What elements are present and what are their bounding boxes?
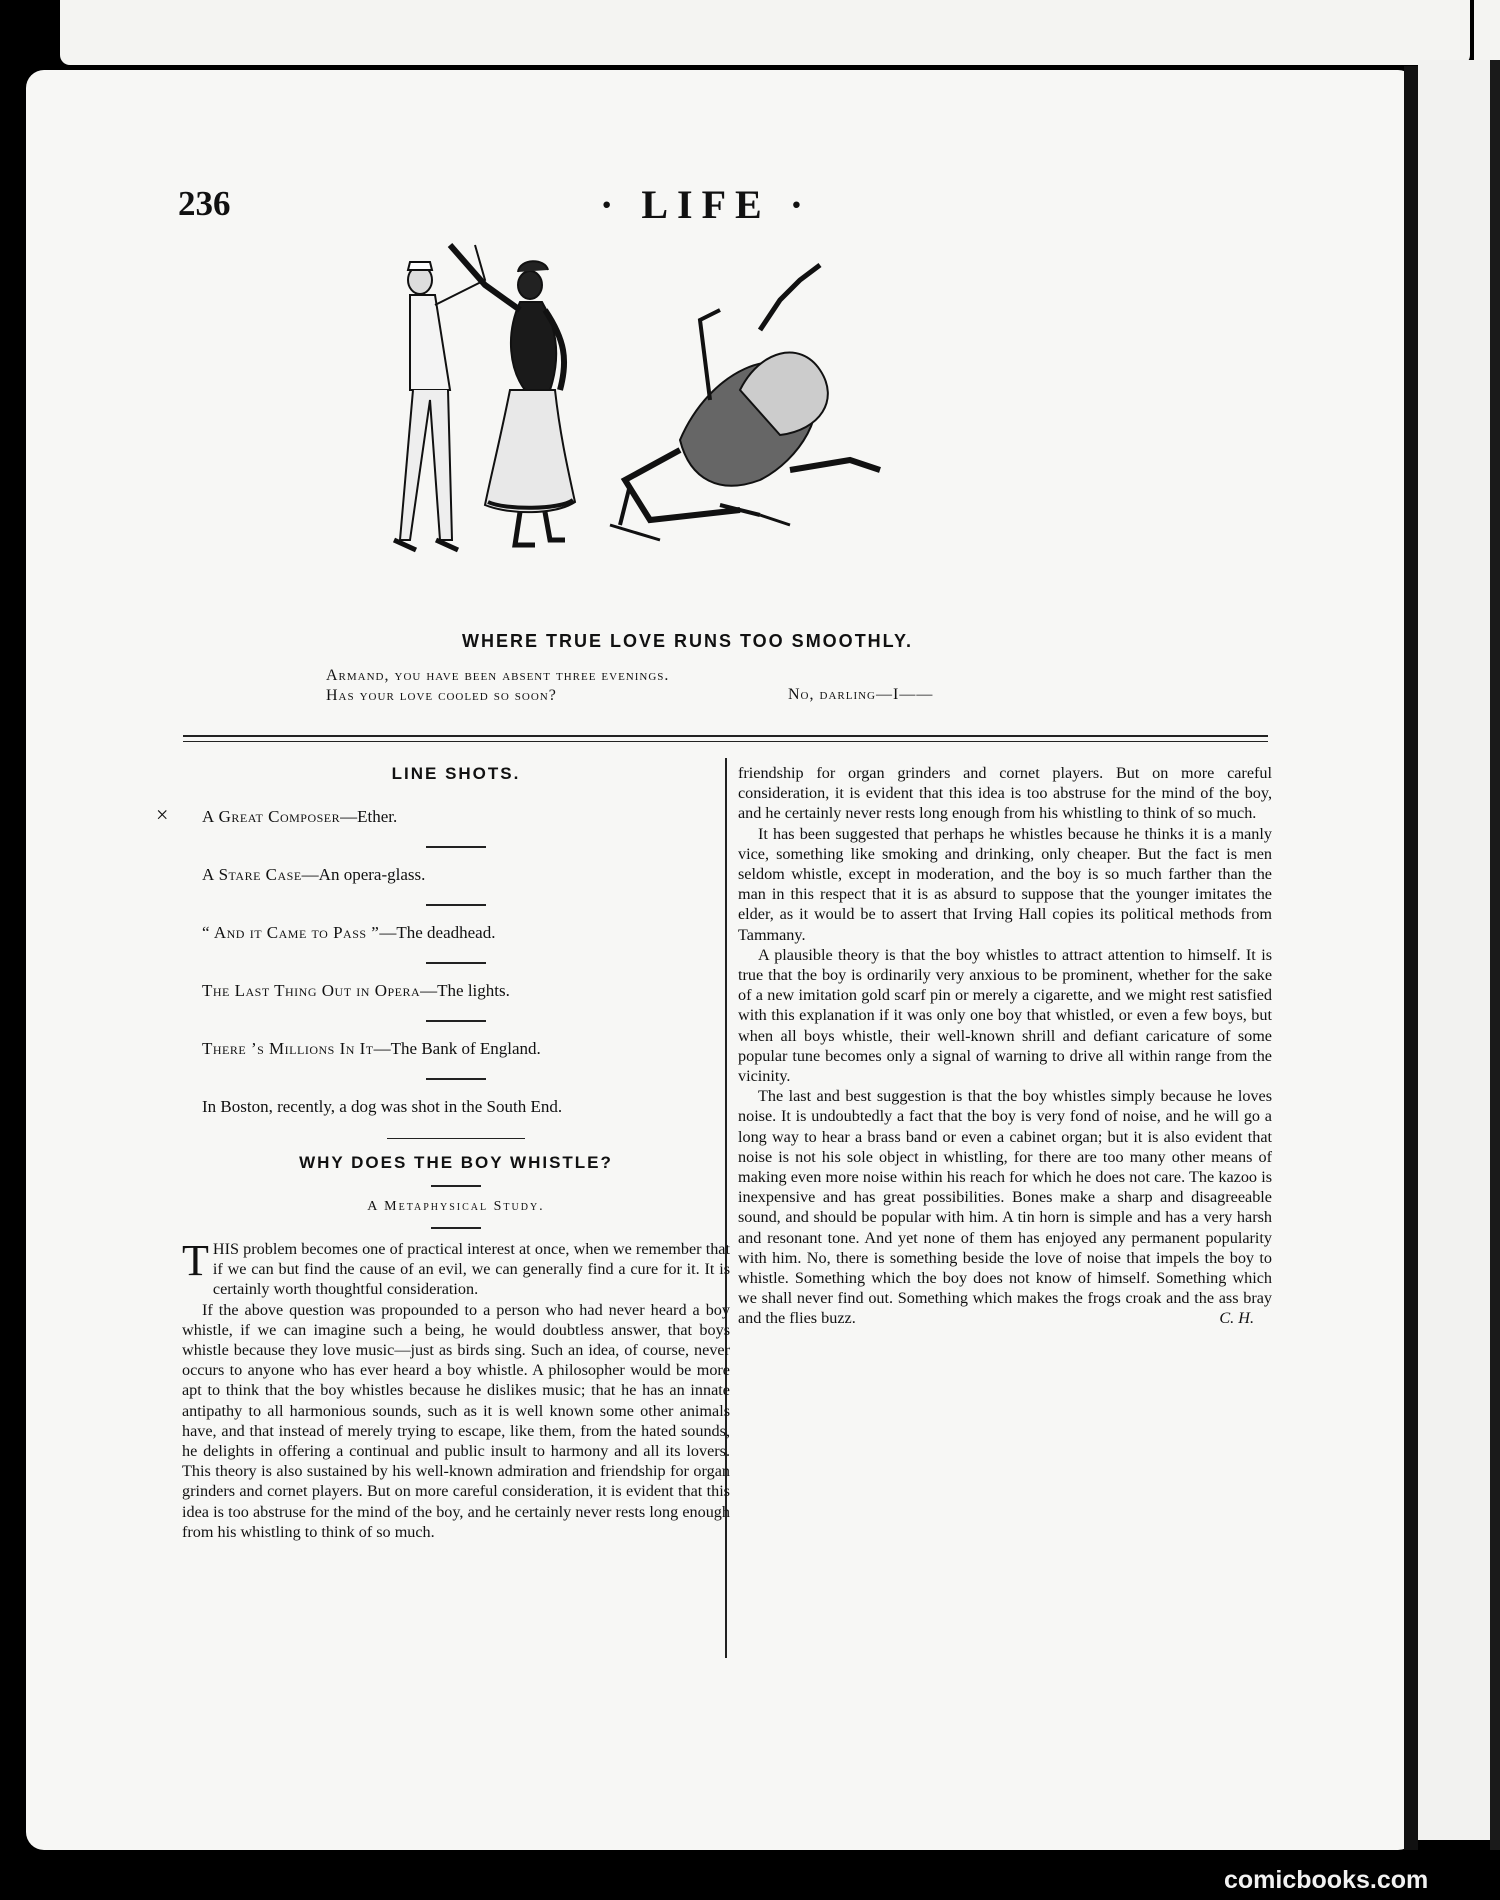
article-paragraph-2-continued: friendship for organ grinders and cornet players. But on more careful consideration, it is evident that this idea is too abstruse for the mind of the boy, and he certainly never rests long enough from his whistling to think of so much. (738, 764, 1272, 823)
divider (426, 1020, 486, 1022)
divider (431, 1227, 481, 1229)
article-subheading: A Metaphysical Study. (367, 1199, 545, 1214)
divider (426, 846, 486, 848)
left-column (156, 760, 730, 1586)
article-heading: WHY DOES THE BOY WHISTLE? (299, 1153, 613, 1172)
masthead-title: · LIFE · (600, 182, 813, 227)
line-shot-item: A Stare Case—An opera-glass. (202, 865, 426, 884)
cartoon-panel-left (394, 245, 575, 550)
article-paragraph-5: The last and best suggestion is that the boy whistles simply because he loves noise. It is undoubtedly a fact that the boy is very fond of noise, and he will go a long way to hear a brass band or even a cabinet organ; but it is also evident that noise is not his sole object in whistling, for there are too many other means of making even more noise within his reach for which he does not care. The kazoo is inexpensive and has great possibilities. Bones make a sharp and disagreeable sound, and should be popular with him. A tin horn is simple and has a very harsh and resonant tone. And yet none of them has enjoyed any permanent popularity with him. No, there is something beside the love of noise that impels the boy to whistle. Something which the boy does not know of himself. Something which we shall never find out. Something which makes the frogs croak and the ass bray and the flies buzz. C. H. (738, 1087, 1272, 1328)
article-paragraph-1: THIS problem becomes one of practical interest at once, when we remember that if we can but find the cause of an evil, we can generally find a cure for it. It is certainly worth thoughtful consideration. (182, 1236, 730, 1299)
previous-page-edge-right (1474, 0, 1500, 60)
author-signature: C. H. (1219, 1309, 1254, 1328)
line-shot-item: A Great Composer—Ether. (202, 807, 398, 826)
cartoon-caption-right: No, darling—I—— (788, 686, 934, 703)
article-paragraph-4: A plausible theory is that the boy whistles to attract attention to himself. It is true that the boy is ordinarily very anxious to be prominent, whether for the sake of a new imitation gold scarf pin or merely a cigarette, and we might rest satisfied with this explanation if it was only one boy that whistled, or even a few boys, but when all boys whistle, their well-known shrill and defiant caricature of some popular tune becomes only a signal of warning to drive all within range from the vicinity. (738, 945, 1272, 1086)
facing-page-border (1490, 60, 1500, 1850)
article-paragraph-2: If the above question was propounded to a person who had never heard a boy whistle, if we can imagine such a being, he would doubtless answer, that boys whistle because they love music—just as birds sing. Such an idea, of course, never occurs to anyone who has ever heard a boy whistle. A philosopher would be more apt to think that the boy whistles because he dislikes music; that he has an innate antipathy to all harmonious sounds, such as it is well known some other animals have, and that instead of merely trying to escape, like them, from the hated sounds, he delights in offering a continual and public insult to harmony and all its lovers. This theory is also sustained by his well-known admiration and friendship for organ grinders and cornet players. But on more careful consideration, it is evident that this idea is too abstruse for the mind of the boy, and he certainly never rests long enough from his whistling to think of so much. (182, 1300, 730, 1541)
site-watermark: comicbooks.com (1224, 1866, 1429, 1894)
divider (426, 1078, 486, 1080)
line-shot-item: The Last Thing Out in Opera—The lights. (202, 981, 510, 1000)
drop-cap: T (182, 1236, 209, 1285)
page-number: 236 (178, 184, 231, 223)
facing-page-edge (1418, 60, 1500, 1840)
right-column (738, 763, 1272, 1329)
section-divider (387, 1138, 525, 1139)
cartoon-panel-right (610, 265, 880, 540)
cartoon-illustration (380, 240, 1080, 620)
page-spine (1404, 66, 1418, 1851)
horizontal-rule-top (183, 735, 1268, 737)
line-shot-item: “ And it Came to Pass ”—The deadhead. (202, 923, 496, 942)
divider (426, 962, 486, 964)
cartoon-title: WHERE TRUE LOVE RUNS TOO SMOOTHLY. (462, 631, 914, 651)
horizontal-rule-bottom (183, 741, 1268, 742)
divider (431, 1185, 481, 1187)
line-shot-item: In Boston, recently, a dog was shot in the South End. (202, 1097, 563, 1116)
margin-x-mark: × (156, 802, 169, 827)
line-shot-item: There ’s Millions In It—The Bank of England. (202, 1039, 541, 1058)
line-shots-heading: LINE SHOTS. (391, 764, 521, 783)
cartoon-caption-left: Armand, you have been absent three evenings. Has your love cooled so soon? (326, 667, 670, 704)
divider (426, 904, 486, 906)
line-shots-list (156, 802, 730, 1118)
previous-page-edge (60, 0, 1470, 65)
article-paragraph-3: It has been suggested that perhaps he whistles because he thinks it is a manly vice, something like smoking and drinking, only cheaper. But the fact is men seldom whistle, except in moderation, and the boy is so much farther than the man in this respect that it is as absurd to suppose that the younger imitates the elder, as it would be to assert that Irving Hall copies its political methods from Tammany. (738, 824, 1272, 944)
